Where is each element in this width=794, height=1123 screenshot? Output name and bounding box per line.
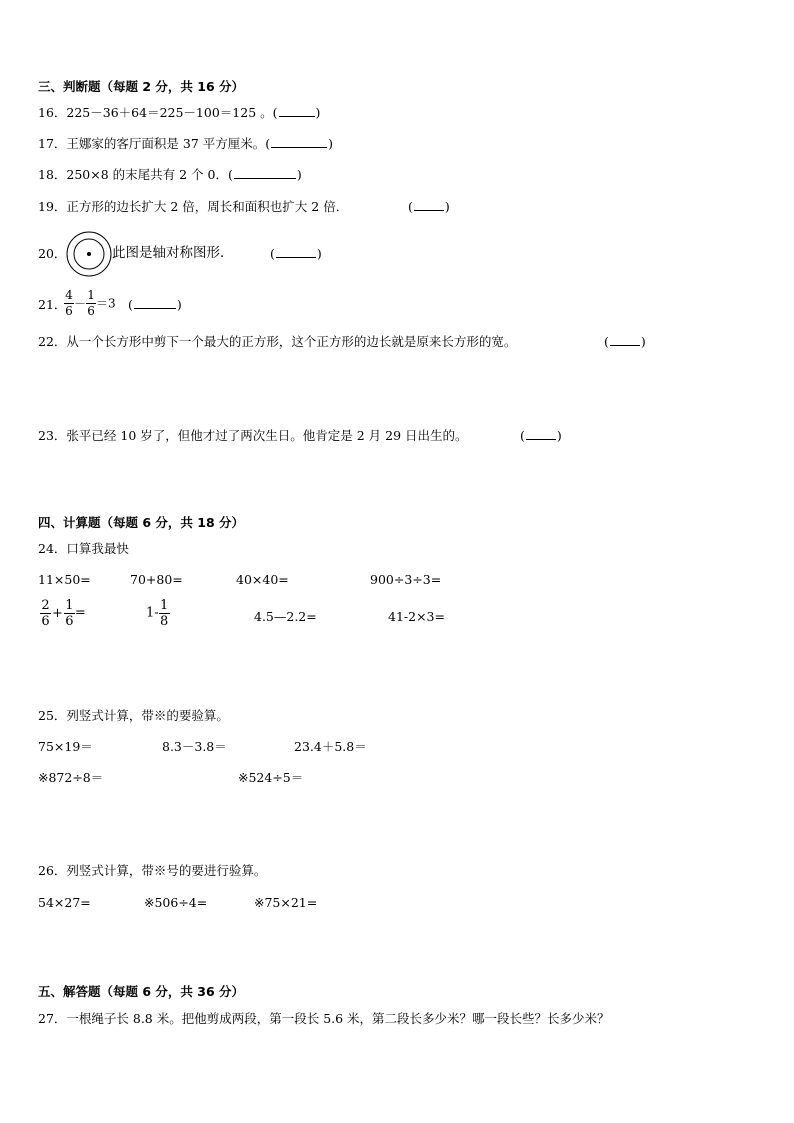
denominator: 6: [41, 614, 50, 629]
numerator: 2: [41, 598, 50, 613]
question-number: 19．: [38, 199, 67, 214]
paren-close: ): [556, 428, 562, 443]
answer-blank[interactable]: [134, 298, 176, 309]
fraction-1-8: [159, 598, 170, 629]
denominator: 6: [65, 304, 73, 318]
calc-item-fraction-sum: [40, 598, 86, 629]
minus-sign: －: [74, 296, 87, 311]
answer-blank[interactable]: [276, 247, 316, 258]
question-20-paren: [270, 246, 322, 262]
question-number: 23．: [38, 428, 67, 443]
section-3-title: 三、判断题（每题 2 分，共 16 分）: [38, 79, 245, 94]
question-text: 正方形的边长扩大 2 倍，周长和面积也扩大 2 倍．: [66, 199, 349, 214]
question-26-title: 26．列竖式计算，带※号的要进行验算。: [38, 863, 267, 878]
answer-blank[interactable]: [610, 335, 640, 346]
question-17: [38, 136, 333, 152]
question-19: [38, 199, 348, 215]
paren-close: ): [316, 246, 322, 261]
numerator: 1: [160, 598, 169, 613]
question-19-paren: [408, 199, 450, 215]
question-20-number: 20．: [38, 246, 67, 261]
question-18: [38, 167, 302, 183]
question-number: 22．: [38, 334, 67, 349]
paren-open: (: [604, 334, 609, 349]
numerator: 4: [65, 288, 73, 302]
answer-blank[interactable]: [526, 429, 556, 440]
section-5-title: 五、解答题（每题 6 分，共 36 分）: [38, 984, 245, 999]
calc-item: 4.5—2.2=: [254, 609, 317, 624]
question-21-expression: [64, 288, 116, 319]
question-25-title: 25．列竖式计算，带※的要验算。: [38, 708, 229, 723]
answer-blank[interactable]: [271, 137, 327, 148]
calc-item: 40×40=: [236, 572, 289, 587]
calc-item-one-minus-fraction: [146, 598, 170, 629]
equals-sign: =: [74, 605, 86, 621]
paren-close: ): [315, 105, 321, 120]
question-20-text: 此图是轴对称图形．: [112, 245, 234, 261]
paren-close: ): [444, 199, 450, 214]
answer-blank[interactable]: [234, 168, 296, 179]
paren-close: ): [176, 297, 182, 312]
numerator: 1: [87, 288, 95, 302]
question-21-number: 21．: [38, 297, 67, 312]
answer-blank[interactable]: [279, 106, 315, 117]
question-text: 225－36＋64＝225－100＝125 。(: [66, 105, 278, 120]
denominator: 6: [65, 614, 74, 629]
paren-open: (: [520, 428, 525, 443]
question-23: [38, 428, 468, 444]
question-22: [38, 334, 516, 350]
calc-item: 41-2×3=: [388, 609, 445, 624]
paren-open: (: [128, 297, 133, 312]
plus-sign: +: [52, 605, 63, 621]
paren-close: ): [640, 334, 646, 349]
calc-item: 11×50=: [38, 572, 91, 587]
question-23-paren: [520, 428, 562, 444]
numerator: 1: [65, 598, 74, 613]
question-number: 18．: [38, 167, 67, 182]
question-text: 张平已经 10 岁了，但他才过了两次生日。他肯定是 2 月 29 日出生的。: [66, 428, 468, 443]
question-text: 250×8 的末尾共有 2 个 0．(: [66, 167, 233, 182]
question-22-paren: [604, 334, 646, 350]
fraction-2-6: [40, 598, 51, 629]
paren-open: (: [270, 246, 275, 261]
fraction-1-6: [86, 288, 96, 319]
question-text: 王娜家的客厅面积是 37 平方厘米。(: [66, 136, 271, 151]
concentric-circles-figure: [65, 230, 113, 278]
calc-item: 75×19＝: [38, 739, 93, 754]
calc-item: 900÷3÷3=: [370, 572, 442, 587]
calc-item: ※506÷4=: [144, 895, 208, 910]
calc-item: 23.4＋5.8＝: [294, 739, 367, 754]
question-27: 27．一根绳子长 8.8 米。把他剪成两段，第一段长 5.6 米，第二段长多少米？哪一段长些？长多少米？: [38, 1011, 610, 1026]
calc-item: ※524÷5＝: [238, 770, 304, 785]
fraction-1-6: [64, 598, 75, 629]
paren-close: ): [296, 167, 302, 182]
denominator: 8: [160, 614, 169, 629]
calc-item: ※872÷8＝: [38, 770, 104, 785]
question-number: 17．: [38, 136, 67, 151]
question-24-title: 24．口算我最快: [38, 541, 129, 556]
question-21-paren: [128, 297, 182, 313]
calc-item: ※75×21=: [254, 895, 318, 910]
result: ＝3: [96, 296, 116, 311]
one-minus: 1-: [146, 605, 159, 621]
paren-close: ): [328, 136, 334, 151]
calc-item: 54×27=: [38, 895, 91, 910]
question-16: [38, 105, 320, 121]
fraction-4-6: [64, 288, 74, 319]
denominator: 6: [87, 304, 95, 318]
question-number: 16．: [38, 105, 67, 120]
section-4-title: 四、计算题（每题 6 分，共 18 分）: [38, 515, 245, 530]
paren-open: (: [408, 199, 413, 214]
calc-item: 8.3－3.8＝: [162, 739, 227, 754]
calc-item: 70+80=: [130, 572, 183, 587]
answer-blank[interactable]: [414, 200, 444, 211]
question-text: 从一个长方形中剪下一个最大的正方形，这个正方形的边长就是原来长方形的宽。: [66, 334, 517, 349]
